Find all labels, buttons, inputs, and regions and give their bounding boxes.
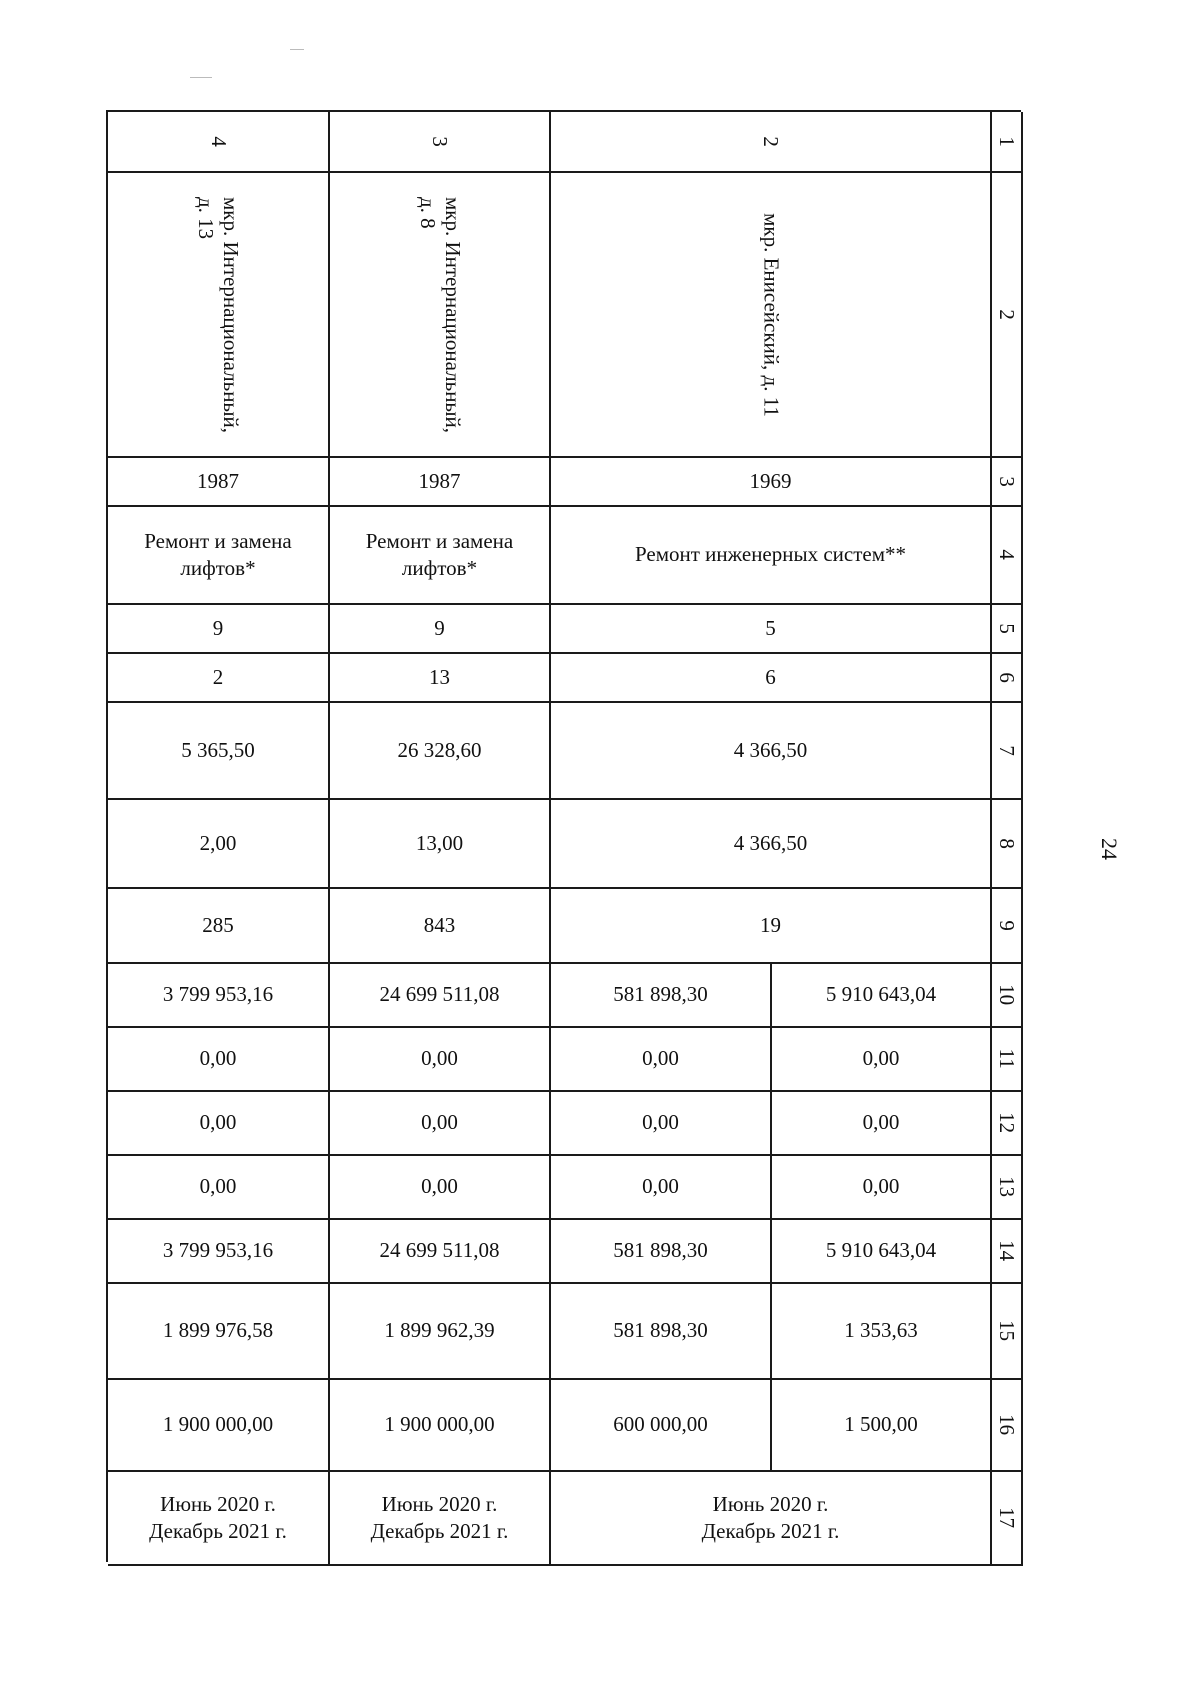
table-cell: 9 [330, 605, 551, 654]
start-date: Июнь 2020 г. [381, 1491, 498, 1516]
address-cell [108, 173, 330, 458]
scan-mark [190, 77, 212, 78]
col-num-4: 4 [108, 112, 330, 173]
end-date: Декабрь 2021 г. [701, 1519, 840, 1543]
table-cell: 13,00 [330, 800, 551, 889]
row-index: 15 [992, 1284, 1023, 1380]
table-cell: 6 [551, 654, 992, 703]
date-cell [330, 1472, 551, 1566]
table-cell: 3 799 953,16 [108, 964, 330, 1028]
work-type-cell: Ремонт и замена лифтов* [330, 507, 551, 605]
table-cell: 0,00 [772, 1092, 992, 1156]
address-text: мкр. Интернациональный, д. 13 [194, 196, 244, 433]
table-cell: 0,00 [330, 1028, 551, 1092]
table-cell: 581 898,30 [551, 964, 772, 1028]
table-cell: 24 699 511,08 [330, 1220, 551, 1284]
year-cell: 1987 [108, 458, 330, 507]
table-cell: 600 000,00 [551, 1380, 772, 1472]
table-cell: 0,00 [108, 1028, 330, 1092]
table-cell: 0,00 [330, 1156, 551, 1220]
table-cell: 1 900 000,00 [108, 1380, 330, 1472]
table-cell: 581 898,30 [551, 1220, 772, 1284]
row-index: 16 [992, 1380, 1023, 1472]
date-cell [108, 1472, 330, 1566]
row-index: 3 [992, 458, 1023, 507]
row-index: 2 [992, 173, 1023, 458]
work-type-cell: Ремонт и замена лифтов* [108, 507, 330, 605]
table-cell: 1 899 976,58 [108, 1284, 330, 1380]
row-index: 9 [992, 889, 1023, 964]
row-index: 7 [992, 703, 1023, 800]
date-cell [551, 1472, 992, 1566]
start-date: Июнь 2020 г. [160, 1491, 276, 1516]
row-index: 10 [992, 964, 1023, 1028]
table-cell: 581 898,30 [551, 1284, 772, 1380]
col-num-3: 3 [330, 112, 551, 173]
table-cell: 24 699 511,08 [330, 964, 551, 1028]
row-index: 8 [992, 800, 1023, 889]
table-cell: 0,00 [551, 1156, 772, 1220]
address-cell [551, 173, 992, 458]
work-type-cell: Ремонт инженерных систем** [551, 507, 992, 605]
scan-mark [290, 49, 304, 50]
col-num-2: 2 [551, 112, 992, 173]
table-cell: 0,00 [108, 1156, 330, 1220]
page-number: 24 [1097, 838, 1122, 860]
end-date: Декабрь 2021 г. [370, 1519, 509, 1543]
table-cell: 1 500,00 [772, 1380, 992, 1472]
table-cell: 5 [551, 605, 992, 654]
year-cell: 1969 [551, 458, 992, 507]
table-cell: 1 353,63 [772, 1284, 992, 1380]
data-table [106, 110, 1021, 1562]
table-cell: 0,00 [551, 1028, 772, 1092]
row-index: 6 [992, 654, 1023, 703]
table-cell: 19 [551, 889, 992, 964]
row-index: 13 [992, 1156, 1023, 1220]
table-cell: 5 365,50 [108, 703, 330, 800]
address-cell [330, 173, 551, 458]
table-cell: 13 [330, 654, 551, 703]
table-cell: 0,00 [330, 1092, 551, 1156]
address-text: мкр. Енисейский, д. 11 [759, 212, 784, 417]
table-cell: 1 900 000,00 [330, 1380, 551, 1472]
row-index: 4 [992, 507, 1023, 605]
table-cell: 5 910 643,04 [772, 964, 992, 1028]
table-cell: 4 366,50 [551, 703, 992, 800]
table-cell: 0,00 [772, 1028, 992, 1092]
year-cell: 1987 [330, 458, 551, 507]
address-text: мкр. Интернациональный, д. 8 [415, 196, 465, 433]
row-index: 11 [992, 1028, 1023, 1092]
row-index: 12 [992, 1092, 1023, 1156]
table-cell: 9 [108, 605, 330, 654]
table-cell: 1 899 962,39 [330, 1284, 551, 1380]
table-cell: 285 [108, 889, 330, 964]
table-cell: 26 328,60 [330, 703, 551, 800]
table-cell: 0,00 [772, 1156, 992, 1220]
end-date: Декабрь 2021 г. [149, 1519, 287, 1543]
table-cell: 0,00 [108, 1092, 330, 1156]
row-index: 17 [992, 1472, 1023, 1566]
row-index: 1 [992, 112, 1023, 173]
table-cell: 2,00 [108, 800, 330, 889]
table-cell: 0,00 [551, 1092, 772, 1156]
table-cell: 4 366,50 [551, 800, 992, 889]
table-cell: 843 [330, 889, 551, 964]
row-index: 14 [992, 1220, 1023, 1284]
table-cell: 3 799 953,16 [108, 1220, 330, 1284]
table-cell: 5 910 643,04 [772, 1220, 992, 1284]
row-index: 5 [992, 605, 1023, 654]
table-cell: 2 [108, 654, 330, 703]
start-date: Июнь 2020 г. [712, 1491, 829, 1516]
